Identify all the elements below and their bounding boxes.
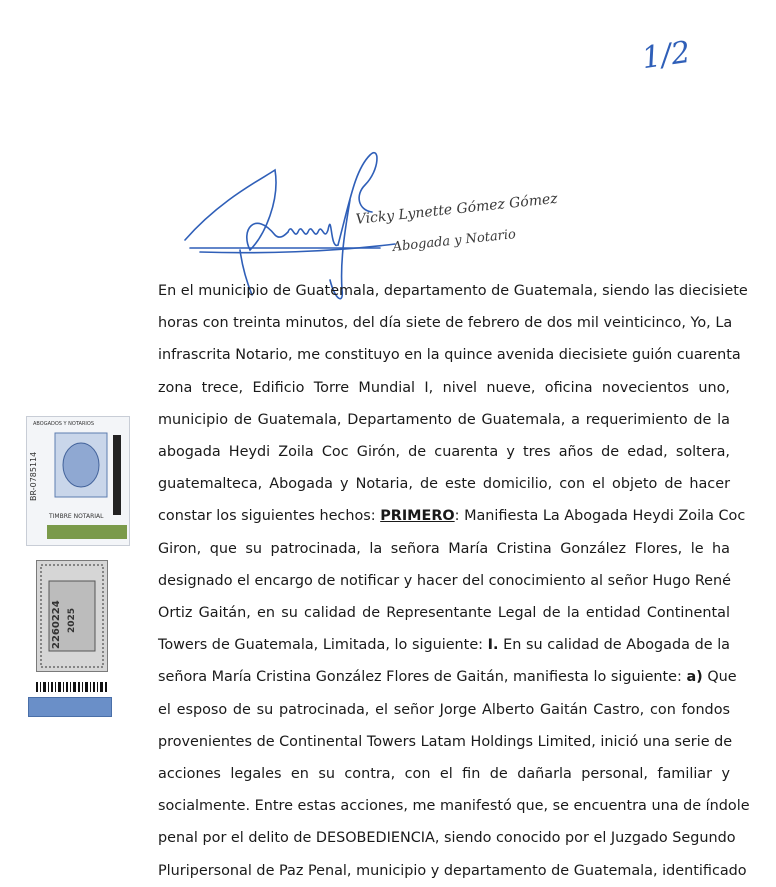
fiscal-stamp-serial: 2260224: [51, 600, 62, 649]
body-line: [158, 533, 730, 565]
stamp-serial: BR-0785114: [29, 451, 38, 501]
body-text-segment: Towers de Guatemala, Limitada, lo siguiente:: [158, 637, 488, 654]
body-line: [158, 758, 730, 790]
body-line: [158, 822, 736, 854]
fiscal-stamp: [36, 560, 108, 672]
body-text-segment: : Manifiesta La Abogada Heydi Zoila Coc: [454, 508, 746, 525]
body-text-segment: PRIMERO: [380, 508, 455, 525]
body-text-segment: Pluripersonal de Paz Penal, municipio y departamento de Guatemala, identificado: [158, 862, 747, 879]
fiscal-stamp-year: 2025: [67, 607, 77, 633]
body-text-segment: zona trece, Edificio Torre Mundial I, nivel nueve, oficina novecientos uno,: [158, 379, 730, 396]
notary-seal-title: Abogada y Notario: [392, 227, 517, 255]
body-text-segment: el esposo de su patrocinada, el señor Jorge Alberto Gaitán Castro, con fondos: [158, 701, 730, 718]
body-text-segment: En el municipio de Guatemala, departamento de Guatemala, siendo las diecisiete: [158, 283, 748, 299]
security-strip: [28, 697, 112, 717]
document-body: [158, 275, 750, 887]
body-line: [158, 436, 730, 468]
body-text-segment: guatemalteca, Abogada y Notaria, de este domicilio, con el objeto de hacer: [158, 476, 730, 493]
notarial-tax-stamp: [26, 416, 130, 546]
body-line: [158, 694, 730, 726]
stamp-caption: TIMBRE NOTARIAL: [49, 513, 104, 520]
body-line: [158, 339, 741, 371]
body-text-segment: infrascrita Notario, me constituyo en la quince avenida diecisiete guión cuarenta: [158, 347, 741, 364]
body-text-segment: provenientes de Continental Towers Latam Holdings Limited, inició una serie de: [158, 733, 733, 750]
body-text-segment: penal por el delito de DESOBEDIENCIA, siendo conocido por el Juzgado Segundo: [158, 830, 736, 847]
body-line: [158, 661, 737, 693]
body-line: [158, 726, 733, 758]
body-text-segment: acciones legales en su contra, con el fin de dañarla personal, familiar y: [158, 766, 730, 783]
barcode: [36, 682, 108, 692]
body-text-segment: I.: [487, 637, 499, 654]
body-line: [158, 468, 730, 500]
body-text-segment: abogada Heydi Zoila Coc Girón, de cuarenta y tres años de edad, soltera,: [158, 444, 730, 461]
body-text-segment: a): [686, 669, 703, 686]
body-text-segment: En su calidad de Abogada de la: [498, 637, 731, 654]
body-line: [158, 565, 730, 597]
body-text-segment: Que: [702, 669, 737, 686]
body-text-segment: Giron, que su patrocinada, la señora María Cristina González Flores, le ha: [158, 540, 730, 557]
body-text-segment: señora María Cristina González Flores de Gaitán, manifiesta lo siguiente:: [158, 669, 687, 686]
body-line: [158, 855, 747, 887]
body-text-segment: Ortiz Gaitán, en su calidad de Representante Legal de la entidad Continental: [158, 605, 730, 622]
body-line: [158, 629, 730, 661]
stamp-header: ABOGADOS Y NOTARIOS: [33, 421, 95, 427]
body-text-segment: socialmente. Entre estas acciones, me manifestó que, se encuentra una de índole: [158, 798, 750, 815]
body-text-segment: constar los siguientes hechos:: [158, 508, 381, 525]
notary-seal-name: Vicky Lynette Gómez Gómez: [355, 190, 559, 228]
stamp-emblem: [27, 417, 129, 545]
body-line: [158, 307, 733, 339]
body-text-segment: designado el encargo de notificar y hacer del conocimiento al señor Hugo René: [158, 572, 731, 589]
body-line: [158, 790, 750, 822]
body-text-segment: municipio de Guatemala, Departamento de Guatemala, a requerimiento de la: [158, 411, 730, 428]
body-line: [158, 500, 746, 532]
body-text-segment: horas con treinta minutos, del día siete de febrero de dos mil veinticinco, Yo, La: [158, 315, 733, 332]
page-number: 1/2: [639, 34, 693, 77]
body-line: [158, 275, 748, 307]
body-line: [158, 597, 730, 629]
body-line: [158, 404, 730, 436]
body-line: [158, 372, 730, 404]
